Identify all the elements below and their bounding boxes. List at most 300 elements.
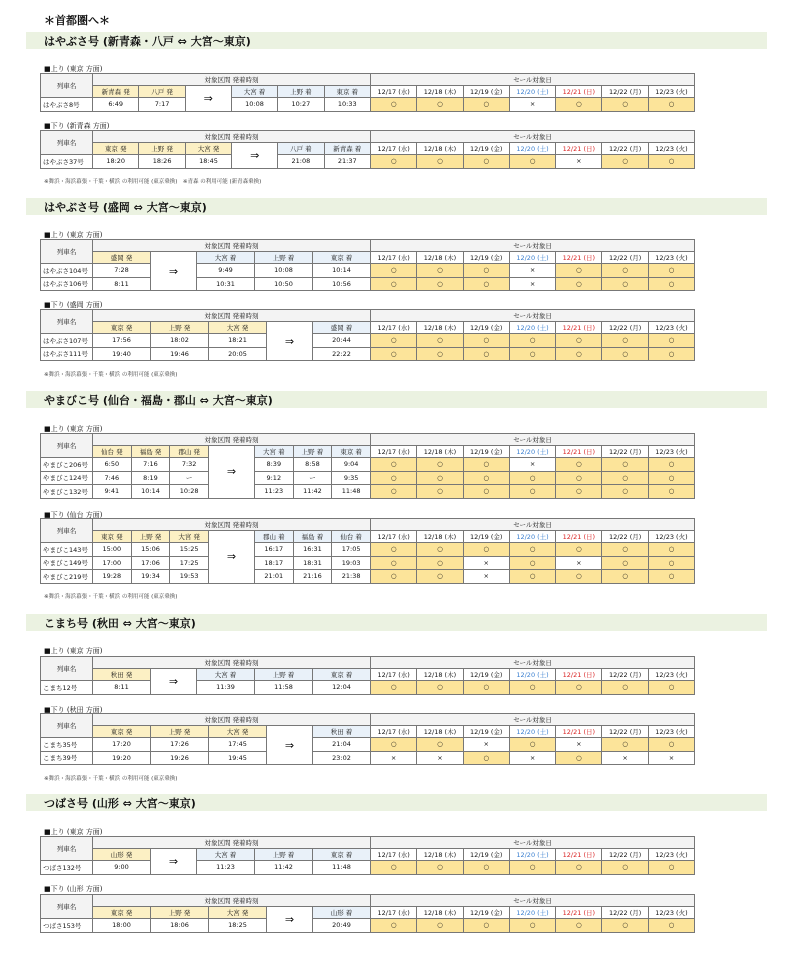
sale-date-header: 12/18 (木): [417, 849, 463, 861]
sale-date-header: 12/18 (木): [417, 907, 463, 919]
sale-date-header: 12/17 (水): [371, 86, 417, 98]
sale-available-mark: ○: [417, 471, 463, 485]
departure-station-header: 新青森 発: [93, 86, 139, 98]
timetable: [40, 73, 695, 112]
arrow-icon: ⇒: [267, 907, 313, 933]
arrival-station-header: 新青森 着: [324, 143, 370, 155]
sale-available-mark: ○: [602, 861, 648, 875]
arrival-time: 21:37: [324, 155, 370, 169]
departure-time: ー: [170, 471, 209, 485]
sale-available-mark: ○: [648, 155, 694, 169]
arrival-time: 10:14: [313, 264, 371, 278]
timetable: [40, 713, 695, 765]
sale-date-header: 12/23 (火): [648, 252, 694, 264]
direction-label: ■下り (山形 方面): [44, 885, 103, 893]
sale-available-mark: ○: [417, 264, 463, 278]
sale-date-header: 12/23 (火): [648, 669, 694, 681]
sale-date-header: 12/17 (水): [371, 252, 417, 264]
departure-station-header: 上野 発: [139, 143, 185, 155]
departure-time: 20:05: [209, 347, 267, 361]
departure-station-header: 秋田 発: [93, 669, 151, 681]
departure-time: 19:20: [93, 751, 151, 765]
timetable: [40, 894, 695, 933]
sale-available-mark: ○: [648, 334, 694, 348]
page-heading: ＊首都圏へ＊: [44, 14, 110, 27]
departure-time: 18:21: [209, 334, 267, 348]
time-group-header: 対象区間 発着時刻: [93, 837, 371, 849]
sale-date-header: 12/17 (水): [371, 446, 417, 458]
train-name: こまち12号: [41, 681, 93, 695]
sale-available-mark: ○: [463, 681, 509, 695]
sale-available-mark: ○: [648, 347, 694, 361]
sale-available-mark: ○: [463, 751, 509, 765]
sale-date-header: 12/21 (日): [556, 669, 602, 681]
arrival-station-header: 郡山 着: [254, 531, 293, 543]
arrival-time: 16:17: [254, 543, 293, 557]
sale-available-mark: ○: [556, 570, 602, 584]
sale-available-mark: ○: [556, 485, 602, 499]
arrival-station-header: 秋田 着: [313, 726, 371, 738]
sale-available-mark: ○: [463, 334, 509, 348]
train-name-header: 列車名: [41, 714, 93, 738]
train-name-header: 列車名: [41, 74, 93, 98]
sale-available-mark: ○: [648, 681, 694, 695]
sale-available-mark: ○: [463, 347, 509, 361]
arrival-station-header: 大宮 着: [197, 849, 255, 861]
departure-station-header: 上野 発: [151, 907, 209, 919]
train-name: こまち39号: [41, 751, 93, 765]
sale-date-header: 12/21 (日): [556, 726, 602, 738]
arrival-time: 21:04: [313, 738, 371, 752]
sale-available-mark: ○: [463, 919, 509, 933]
sale-date-header: 12/21 (日): [556, 531, 602, 543]
sale-available-mark: ○: [648, 570, 694, 584]
table-row: [41, 98, 695, 112]
header-row: [41, 519, 695, 531]
sale-date-header: 12/20 (土): [509, 143, 555, 155]
departure-time: 17:20: [93, 738, 151, 752]
table-row: [41, 570, 695, 584]
timetable: [40, 309, 695, 361]
arrival-time: 20:49: [313, 919, 371, 933]
arrival-time: 10:08: [231, 98, 277, 112]
sale-date-header: 12/23 (火): [648, 726, 694, 738]
departure-time: 7:28: [93, 264, 151, 278]
sale-date-header: 12/18 (木): [417, 86, 463, 98]
sale-date-header: 12/22 (月): [602, 252, 648, 264]
arrival-station-header: 上野 着: [293, 446, 332, 458]
sale-group-header: セール対象日: [371, 895, 695, 907]
sale-date-header: 12/19 (金): [463, 322, 509, 334]
table-row: [41, 738, 695, 752]
sale-available-mark: ○: [509, 485, 555, 499]
train-name: やまびこ219号: [41, 570, 93, 584]
sale-unavailable-mark: ×: [463, 570, 509, 584]
sale-unavailable-mark: ×: [556, 155, 602, 169]
arrival-station-header: 上野 着: [278, 86, 324, 98]
sale-available-mark: ○: [417, 155, 463, 169]
sale-date-header: 12/22 (月): [602, 669, 648, 681]
departure-station-header: 東京 発: [93, 143, 139, 155]
sale-date-header: 12/20 (土): [509, 669, 555, 681]
header-row: [41, 837, 695, 849]
arrival-time: 10:31: [197, 277, 255, 291]
arrival-time: 18:17: [254, 556, 293, 570]
arrow-icon: ⇒: [232, 143, 278, 169]
sale-unavailable-mark: ×: [509, 264, 555, 278]
sale-available-mark: ○: [602, 155, 648, 169]
sale-available-mark: ○: [463, 98, 509, 112]
sale-available-mark: ○: [371, 471, 417, 485]
transfer-note: ※舞浜・海浜幕張・千葉・横浜 の利用可能 (東京乗換): [44, 776, 178, 782]
sale-available-mark: ○: [463, 264, 509, 278]
sale-available-mark: ○: [556, 277, 602, 291]
departure-time: 9:00: [93, 861, 151, 875]
sale-available-mark: ○: [371, 347, 417, 361]
sale-available-mark: ○: [648, 919, 694, 933]
sale-unavailable-mark: ×: [556, 738, 602, 752]
arrow-icon: ⇒: [151, 669, 197, 695]
arrival-time: 11:23: [254, 485, 293, 499]
transfer-note: ※舞浜・海浜幕張・千葉・横浜 の利用可能 (東京乗換) ※青森 の利用可能 (新青森乗換): [44, 179, 262, 185]
direction-label: ■下り (新青森 方面): [44, 122, 110, 130]
sale-available-mark: ○: [509, 543, 555, 557]
arrival-time: 12:04: [313, 681, 371, 695]
departure-time: 15:00: [93, 543, 132, 557]
sale-date-header: 12/20 (土): [509, 322, 555, 334]
departure-time: 7:46: [93, 471, 132, 485]
departure-time: 10:28: [170, 485, 209, 499]
sale-date-header: 12/17 (水): [371, 669, 417, 681]
arrival-time: 9:12: [254, 471, 293, 485]
sale-date-header: 12/18 (木): [417, 252, 463, 264]
sale-date-header: 12/20 (土): [509, 86, 555, 98]
departure-time: 18:00: [93, 919, 151, 933]
arrival-station-header: 大宮 着: [254, 446, 293, 458]
arrival-time: 19:03: [332, 556, 371, 570]
train-name: やまびこ143号: [41, 543, 93, 557]
arrival-time: 23:02: [313, 751, 371, 765]
section-title: やまびこ号 (仙台・福島・郡山 ⇔ 大宮～東京): [26, 391, 767, 408]
sale-available-mark: ○: [509, 347, 555, 361]
time-group-header: 対象区間 発着時刻: [93, 519, 371, 531]
table-row: [41, 471, 695, 485]
sale-date-header: 12/23 (火): [648, 322, 694, 334]
table-row: [41, 861, 695, 875]
sale-available-mark: ○: [417, 919, 463, 933]
header-row: [41, 74, 695, 86]
sale-date-header: 12/18 (木): [417, 669, 463, 681]
sale-available-mark: ○: [602, 334, 648, 348]
train-name-header: 列車名: [41, 837, 93, 861]
sale-available-mark: ○: [417, 98, 463, 112]
sale-available-mark: ○: [371, 681, 417, 695]
sale-available-mark: ○: [463, 471, 509, 485]
sale-available-mark: ○: [371, 570, 417, 584]
sale-available-mark: ○: [648, 556, 694, 570]
sale-date-header: 12/19 (金): [463, 446, 509, 458]
departure-time: 15:06: [131, 543, 170, 557]
timetable: [40, 836, 695, 875]
sale-unavailable-mark: ×: [463, 738, 509, 752]
train-name-header: 列車名: [41, 131, 93, 155]
departure-time: 17:00: [93, 556, 132, 570]
sale-available-mark: ○: [556, 919, 602, 933]
train-name: はやぶさ107号: [41, 334, 93, 348]
departure-time: 17:25: [170, 556, 209, 570]
sale-date-header: 12/21 (日): [556, 446, 602, 458]
sale-available-mark: ○: [556, 543, 602, 557]
sale-group-header: セール対象日: [371, 310, 695, 322]
departure-time: 7:17: [139, 98, 185, 112]
arrival-station-header: 仙台 着: [332, 531, 371, 543]
sale-group-header: セール対象日: [371, 131, 695, 143]
arrival-station-header: 東京 着: [313, 252, 371, 264]
sale-available-mark: ○: [509, 681, 555, 695]
departure-time: 18:26: [139, 155, 185, 169]
sale-date-header: 12/21 (日): [556, 86, 602, 98]
arrival-time: 9:49: [197, 264, 255, 278]
departure-station-header: 郡山 発: [170, 446, 209, 458]
sale-available-mark: ○: [463, 485, 509, 499]
sale-date-header: 12/19 (金): [463, 907, 509, 919]
departure-time: 18:25: [209, 919, 267, 933]
train-name: はやぶさ111号: [41, 347, 93, 361]
sale-available-mark: ○: [509, 155, 555, 169]
sale-available-mark: ○: [417, 458, 463, 472]
section-title: つばさ号 (山形 ⇔ 大宮～東京): [26, 794, 767, 811]
departure-time: 8:19: [131, 471, 170, 485]
header-row: [41, 131, 695, 143]
arrival-station-header: 盛岡 着: [313, 322, 371, 334]
arrival-station-header: 大宮 着: [197, 252, 255, 264]
time-group-header: 対象区間 発着時刻: [93, 74, 371, 86]
sale-available-mark: ○: [602, 98, 648, 112]
sale-date-header: 12/22 (月): [602, 322, 648, 334]
departure-station-header: 盛岡 発: [93, 252, 151, 264]
arrival-time: 11:23: [197, 861, 255, 875]
departure-station-header: 大宮 発: [185, 143, 231, 155]
sale-available-mark: ○: [371, 458, 417, 472]
timetable: [40, 130, 695, 169]
sale-available-mark: ○: [417, 681, 463, 695]
table-row: [41, 556, 695, 570]
sale-available-mark: ○: [417, 738, 463, 752]
train-name: はやぶさ37号: [41, 155, 93, 169]
arrival-time: 11:58: [255, 681, 313, 695]
sale-available-mark: ○: [509, 471, 555, 485]
arrival-time: 22:22: [313, 347, 371, 361]
sale-date-header: 12/22 (月): [602, 531, 648, 543]
direction-label: ■上り (東京 方面): [44, 65, 103, 73]
arrival-time: 11:48: [332, 485, 371, 499]
sale-available-mark: ○: [602, 277, 648, 291]
sale-date-header: 12/19 (金): [463, 849, 509, 861]
arrival-time: 11:39: [197, 681, 255, 695]
sale-available-mark: ○: [556, 861, 602, 875]
header-row: [41, 434, 695, 446]
sale-unavailable-mark: ×: [371, 751, 417, 765]
sale-available-mark: ○: [602, 738, 648, 752]
sale-available-mark: ○: [556, 458, 602, 472]
sale-date-header: 12/18 (木): [417, 726, 463, 738]
header-row: [41, 531, 695, 543]
sale-group-header: セール対象日: [371, 519, 695, 531]
arrival-time: 10:27: [278, 98, 324, 112]
departure-time: 17:26: [151, 738, 209, 752]
table-row: [41, 751, 695, 765]
sale-available-mark: ○: [371, 543, 417, 557]
sale-group-header: セール対象日: [371, 837, 695, 849]
arrival-time: 10:56: [313, 277, 371, 291]
sale-available-mark: ○: [648, 861, 694, 875]
sale-date-header: 12/18 (木): [417, 322, 463, 334]
sale-available-mark: ○: [602, 543, 648, 557]
arrival-station-header: 上野 着: [255, 669, 313, 681]
sale-date-header: 12/21 (日): [556, 849, 602, 861]
table-row: [41, 155, 695, 169]
sale-available-mark: ○: [509, 570, 555, 584]
arrival-time: 21:08: [278, 155, 324, 169]
train-name: やまびこ132号: [41, 485, 93, 499]
header-row: [41, 143, 695, 155]
sale-available-mark: ○: [648, 277, 694, 291]
sale-available-mark: ○: [371, 919, 417, 933]
sale-date-header: 12/22 (月): [602, 86, 648, 98]
sale-date-header: 12/19 (金): [463, 86, 509, 98]
time-group-header: 対象区間 発着時刻: [93, 131, 371, 143]
sale-available-mark: ○: [509, 919, 555, 933]
arrival-time: 20:44: [313, 334, 371, 348]
sale-date-header: 12/23 (火): [648, 907, 694, 919]
sale-available-mark: ○: [556, 751, 602, 765]
arrival-time: 17:05: [332, 543, 371, 557]
arrival-station-header: 八戸 着: [278, 143, 324, 155]
sale-available-mark: ○: [602, 485, 648, 499]
sale-available-mark: ○: [417, 570, 463, 584]
sale-available-mark: ○: [509, 334, 555, 348]
direction-label: ■上り (東京 方面): [44, 231, 103, 239]
departure-time: 18:06: [151, 919, 209, 933]
departure-time: 19:45: [209, 751, 267, 765]
sale-date-header: 12/17 (水): [371, 907, 417, 919]
arrival-time: ー: [293, 471, 332, 485]
sale-unavailable-mark: ×: [509, 277, 555, 291]
arrival-station-header: 東京 着: [332, 446, 371, 458]
sale-available-mark: ○: [463, 861, 509, 875]
arrival-time: 18:31: [293, 556, 332, 570]
sale-unavailable-mark: ×: [556, 556, 602, 570]
arrival-station-header: 福島 着: [293, 531, 332, 543]
time-group-header: 対象区間 発着時刻: [93, 657, 371, 669]
arrival-time: 16:31: [293, 543, 332, 557]
departure-time: 8:11: [93, 277, 151, 291]
train-name-header: 列車名: [41, 657, 93, 681]
train-name: つばさ153号: [41, 919, 93, 933]
sale-available-mark: ○: [602, 556, 648, 570]
direction-label: ■下り (仙台 方面): [44, 511, 103, 519]
sale-available-mark: ○: [602, 264, 648, 278]
section-title: はやぶさ号 (新青森・八戸 ⇔ 大宮～東京): [26, 32, 767, 49]
sale-date-header: 12/17 (水): [371, 531, 417, 543]
time-group-header: 対象区間 発着時刻: [93, 434, 371, 446]
arrival-station-header: 大宮 着: [197, 669, 255, 681]
arrival-time: 8:39: [254, 458, 293, 472]
header-row: [41, 252, 695, 264]
sale-date-header: 12/22 (月): [602, 726, 648, 738]
table-row: [41, 681, 695, 695]
departure-station-header: 山形 発: [93, 849, 151, 861]
sale-date-header: 12/20 (土): [509, 531, 555, 543]
arrow-icon: ⇒: [151, 252, 197, 291]
sale-date-header: 12/17 (水): [371, 849, 417, 861]
sale-available-mark: ○: [602, 347, 648, 361]
arrival-time: 8:58: [293, 458, 332, 472]
arrow-icon: ⇒: [208, 446, 254, 499]
timetable: [40, 656, 695, 695]
sale-date-header: 12/22 (月): [602, 907, 648, 919]
departure-time: 19:26: [151, 751, 209, 765]
sale-available-mark: ○: [417, 485, 463, 499]
arrival-station-header: 東京 着: [324, 86, 370, 98]
departure-station-header: 東京 発: [93, 531, 132, 543]
train-name: つばさ132号: [41, 861, 93, 875]
departure-station-header: 大宮 発: [170, 531, 209, 543]
train-name: こまち35号: [41, 738, 93, 752]
sale-group-header: セール対象日: [371, 240, 695, 252]
sale-group-header: セール対象日: [371, 74, 695, 86]
sale-available-mark: ○: [463, 458, 509, 472]
sale-available-mark: ○: [463, 277, 509, 291]
sale-date-header: 12/19 (金): [463, 531, 509, 543]
sale-date-header: 12/20 (土): [509, 907, 555, 919]
train-name: はやぶさ106号: [41, 277, 93, 291]
sale-available-mark: ○: [509, 556, 555, 570]
sale-available-mark: ○: [602, 458, 648, 472]
sale-date-header: 12/23 (火): [648, 849, 694, 861]
sale-available-mark: ○: [509, 861, 555, 875]
sale-available-mark: ○: [556, 471, 602, 485]
sale-group-header: セール対象日: [371, 714, 695, 726]
sale-available-mark: ○: [417, 277, 463, 291]
direction-label: ■下り (盛岡 方面): [44, 301, 103, 309]
sale-available-mark: ○: [371, 264, 417, 278]
sale-available-mark: ○: [556, 334, 602, 348]
sale-available-mark: ○: [648, 98, 694, 112]
arrival-time: 21:16: [293, 570, 332, 584]
table-row: [41, 919, 695, 933]
time-group-header: 対象区間 発着時刻: [93, 240, 371, 252]
sale-unavailable-mark: ×: [509, 458, 555, 472]
departure-station-header: 仙台 発: [93, 446, 132, 458]
sale-available-mark: ○: [371, 277, 417, 291]
time-group-header: 対象区間 発着時刻: [93, 310, 371, 322]
sale-available-mark: ○: [371, 155, 417, 169]
arrival-time: 11:42: [293, 485, 332, 499]
train-name-header: 列車名: [41, 240, 93, 264]
departure-station-header: 東京 発: [93, 726, 151, 738]
sale-available-mark: ○: [417, 556, 463, 570]
departure-time: 17:06: [131, 556, 170, 570]
sale-available-mark: ○: [602, 919, 648, 933]
departure-station-header: 大宮 発: [209, 726, 267, 738]
arrival-time: 9:35: [332, 471, 371, 485]
train-name: やまびこ149号: [41, 556, 93, 570]
sale-date-header: 12/19 (金): [463, 252, 509, 264]
header-row: [41, 907, 695, 919]
sale-date-header: 12/19 (金): [463, 669, 509, 681]
sale-available-mark: ○: [371, 556, 417, 570]
